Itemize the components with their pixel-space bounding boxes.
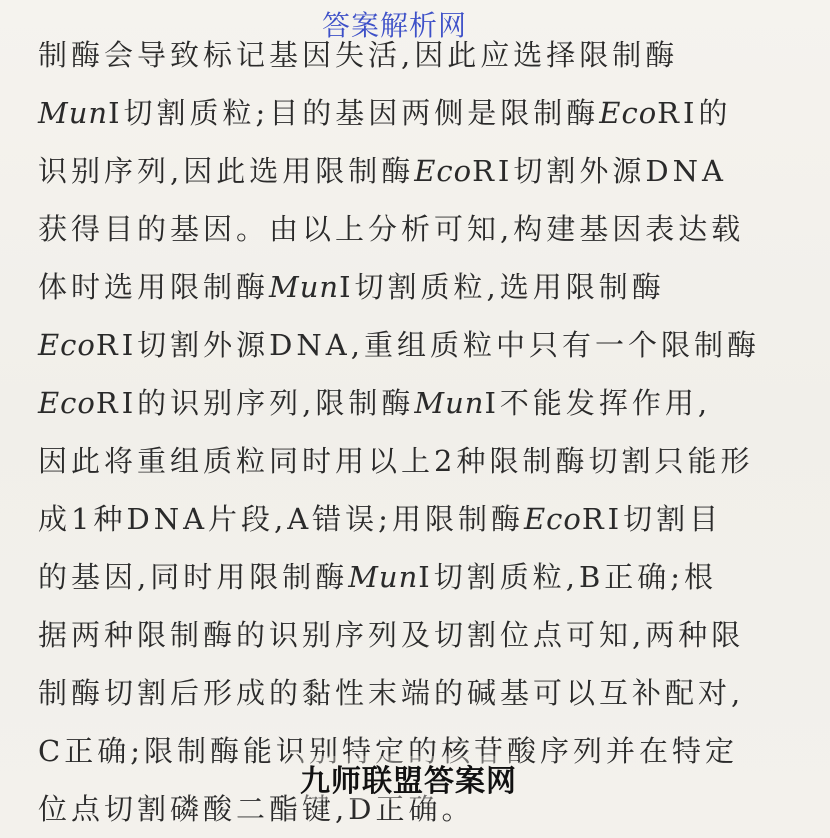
watermark-top: 答案解析网 xyxy=(322,9,468,42)
text-line-2: MunⅠ切割质粒;目的基因两侧是限制酶EcoRⅠ的 xyxy=(38,96,732,130)
watermark-bottom: 九师联盟答案网 xyxy=(300,756,517,800)
text-line-12: 制酶切割后形成的黏性末端的碱基可以互补配对, xyxy=(38,676,745,710)
enzyme-name-eco: Eco xyxy=(414,154,473,188)
explanation-text xyxy=(38,26,798,838)
enzyme-name-mun: Mun xyxy=(38,96,109,130)
enzyme-name-eco: Eco xyxy=(599,96,658,130)
enzyme-name-mun: Mun xyxy=(269,270,340,304)
enzyme-name-eco: Eco xyxy=(38,328,96,362)
enzyme-name-mun: Mun xyxy=(348,560,419,594)
text-line-9: 成1种DNA片段,A错误;用限制酶EcoRⅠ切割目 xyxy=(38,502,723,536)
text-line-6: EcoRⅠ切割外源DNA,重组质粒中只有一个限制酶 xyxy=(38,328,760,362)
text-line-11: 据两种限制酶的识别序列及切割位点可知,两种限 xyxy=(38,618,745,652)
enzyme-name-eco: Eco xyxy=(523,502,582,536)
text-line-5: 体时选用限制酶MunⅠ切割质粒,选用限制酶 xyxy=(38,270,665,304)
text-line-4: 获得目的基因。由以上分析可知,构建基因表达载 xyxy=(38,212,745,246)
text-line-14: 位点切割磷酸二酯键,D正确。 xyxy=(38,792,475,826)
enzyme-name-mun: Mun xyxy=(414,386,485,420)
text-line-8: 因此将重组质粒同时用以上2种限制酶切割只能形 xyxy=(38,444,754,478)
enzyme-name-eco: Eco xyxy=(38,386,96,420)
text-line-13: C正确;限制酶能识别特定的核苷酸序列并在特定 xyxy=(38,734,738,768)
text-line-3: 识别序列,因此选用限制酶EcoRⅠ切割外源DNA xyxy=(38,154,727,188)
text-line-1: 制酶会导致标记基因失活,因此应选择限制酶 xyxy=(38,38,679,72)
text-line-7: EcoRⅠ的识别序列,限制酶MunⅠ不能发挥作用, xyxy=(38,386,712,420)
text-line-10: 的基因,同时用限制酶MunⅠ切割质粒,B正确;根 xyxy=(38,560,718,594)
